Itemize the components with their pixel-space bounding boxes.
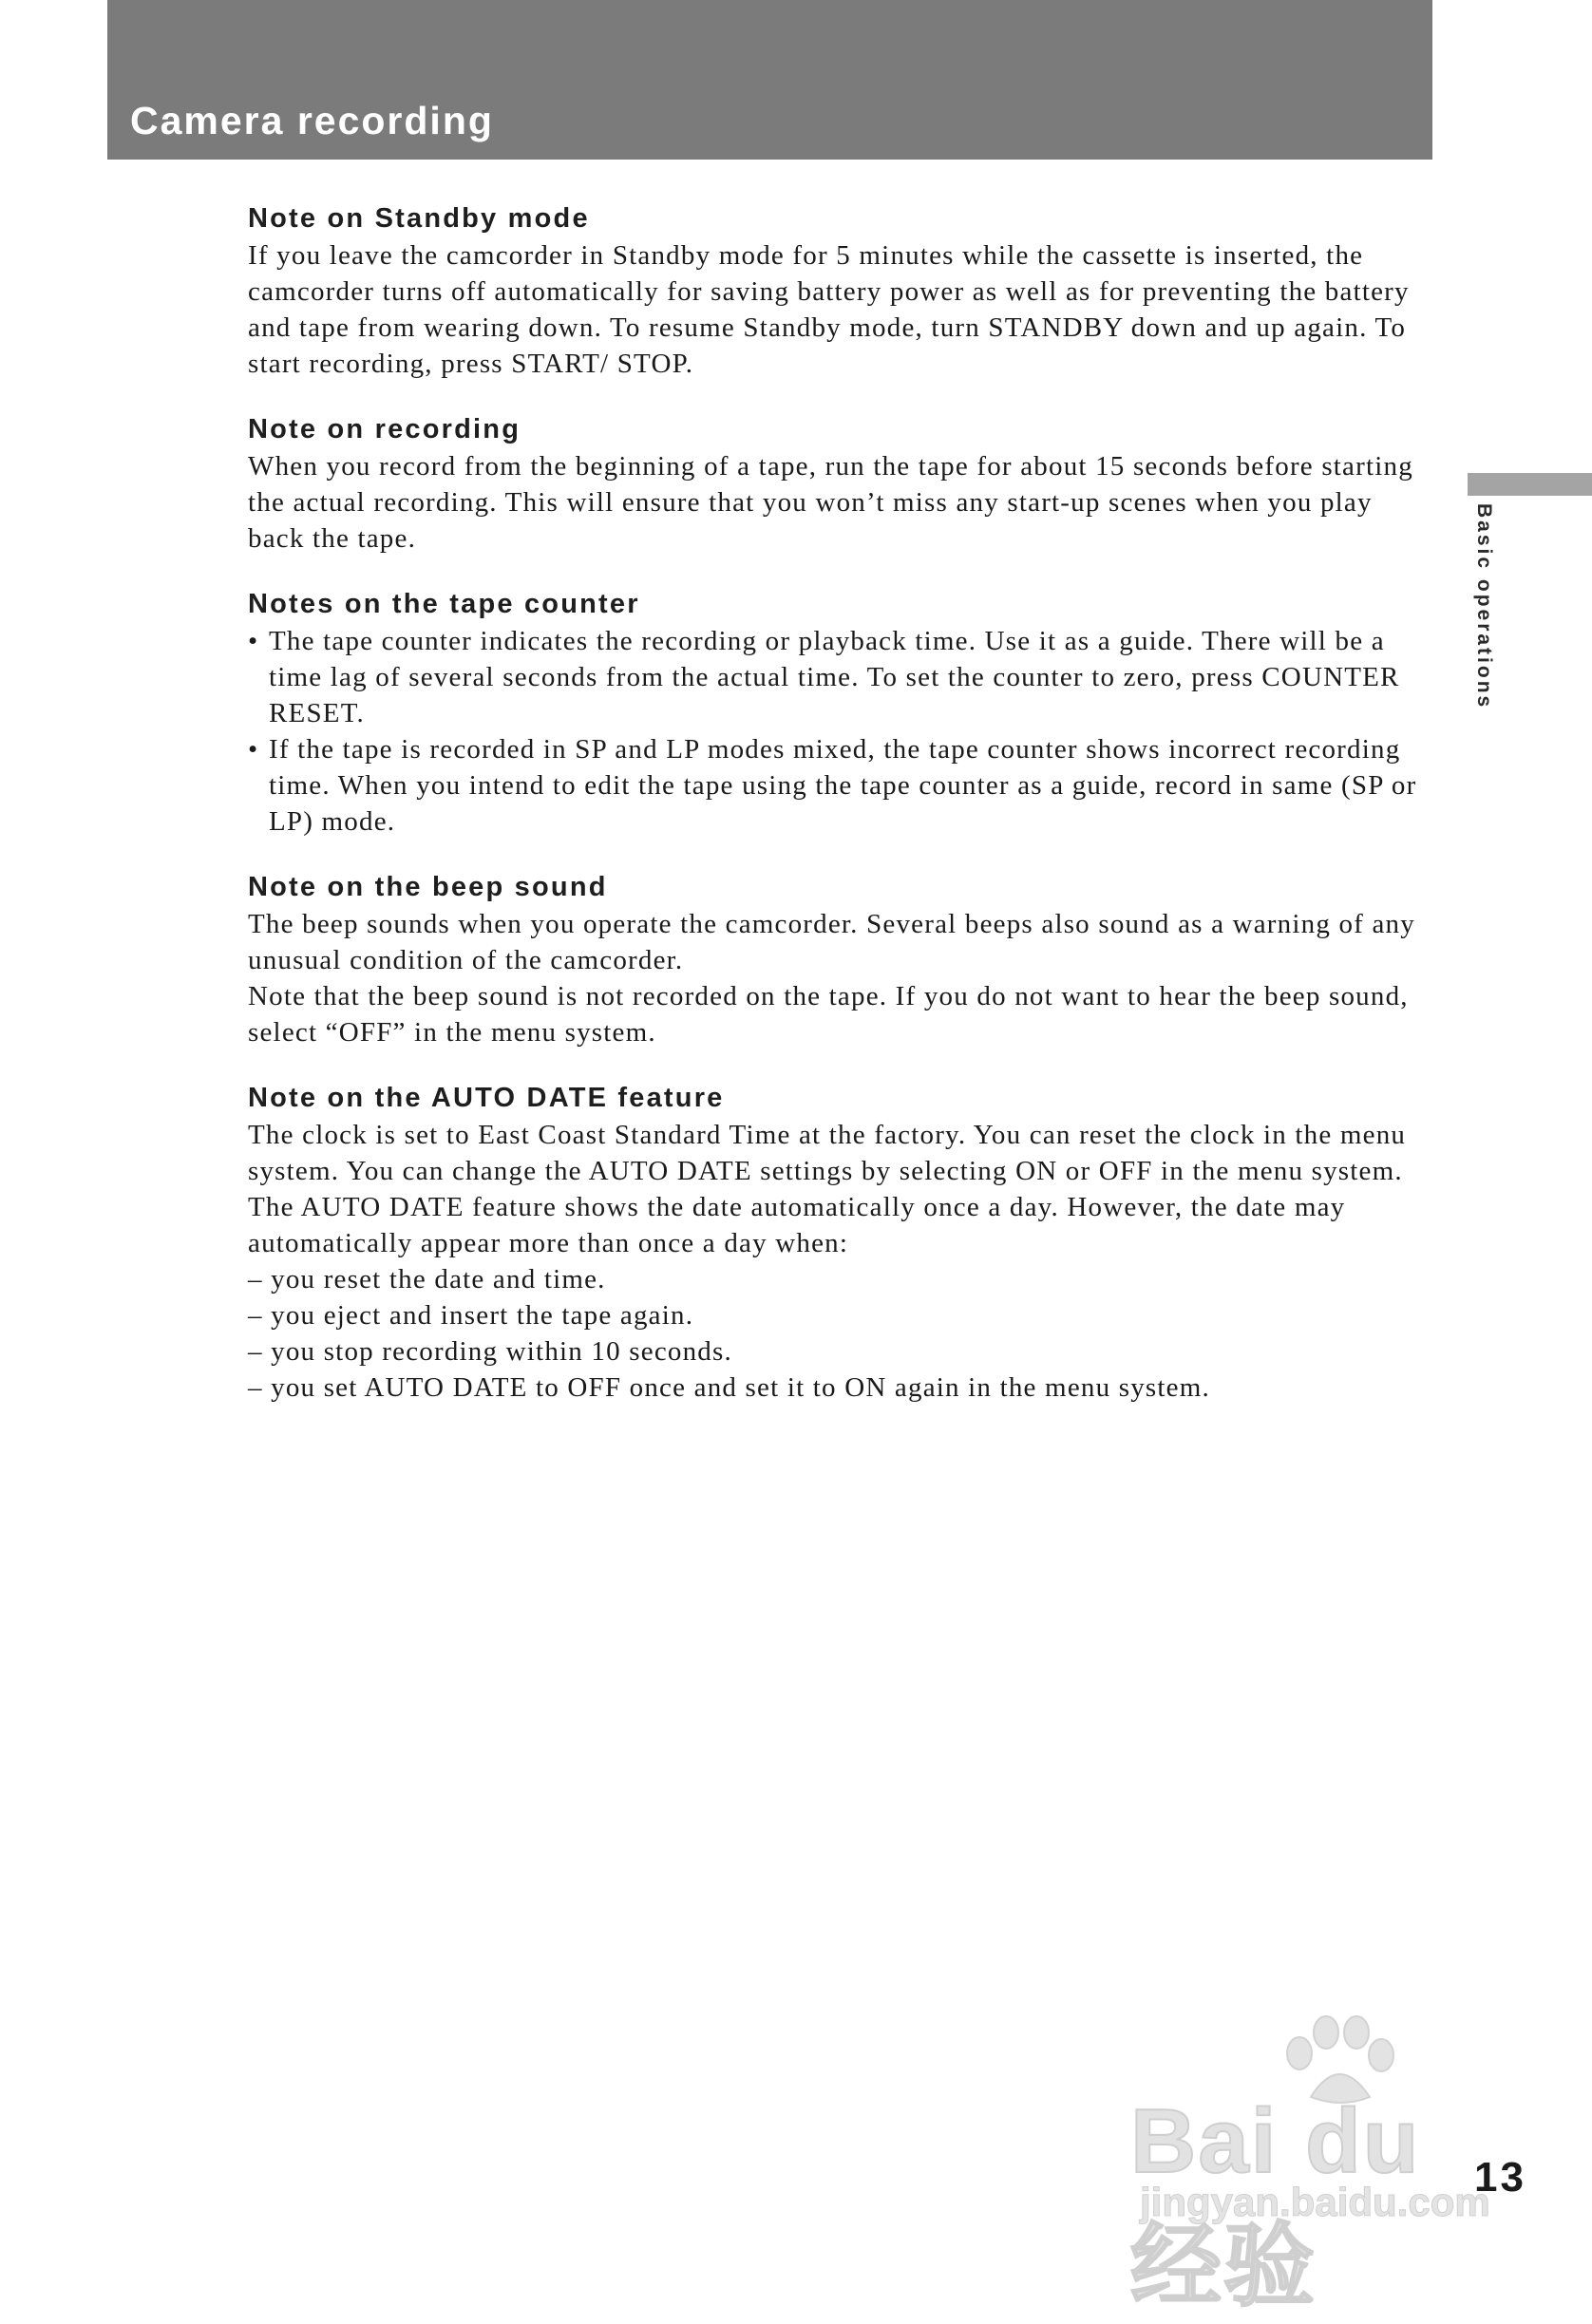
section-paragraph: If you leave the camcorder in Standby mode for 5 minutes while the cassette is inserted, the camcorder turns off automatically for saving battery power as well as for preventing the battery and tape from wearing down. To resume Standby mode, turn STANDBY down and up again. To start recording, press START/ STOP. <box>248 240 1410 379</box>
page-title: Camera recording <box>130 99 494 142</box>
page-number: 13 <box>1474 2154 1526 2201</box>
dash-list <box>248 1261 1435 1406</box>
side-tab-label: Basic operations <box>1473 503 1495 710</box>
bullet-icon: • <box>248 626 259 656</box>
main-content <box>248 199 1435 1434</box>
list-item: – you eject and insert the tape again. <box>248 1300 694 1331</box>
section-heading: Notes on the tape counter <box>248 589 640 619</box>
list-item: – you reset the date and time. <box>248 1264 606 1294</box>
section-standby-mode <box>248 199 1435 382</box>
list-item <box>248 731 1435 840</box>
section-beep-sound <box>248 868 1435 1050</box>
bullet-list <box>248 623 1435 840</box>
section-heading: Note on Standby mode <box>248 203 590 234</box>
section-auto-date <box>248 1079 1435 1406</box>
section-heading: Note on recording <box>248 414 521 444</box>
section-heading: Note on the AUTO DATE feature <box>248 1083 725 1113</box>
watermark <box>1121 2013 1501 2317</box>
side-tab-marker <box>1468 473 1592 496</box>
watermark-url: jingyan.baidu.com <box>1140 2180 1490 2224</box>
section-recording <box>248 410 1435 557</box>
watermark-brand: Bai du 经验 <box>1130 2090 1421 2317</box>
list-item <box>248 623 1435 731</box>
section-paragraph: The beep sounds when you operate the camcorder. Several beeps also sound as a warning of any unusual condition of the camcorder. <box>248 909 1415 975</box>
list-item: – you stop recording within 10 seconds. <box>248 1336 732 1367</box>
bullet-icon: • <box>248 734 259 765</box>
bullet-text: If the tape is recorded in SP and LP modes mixed, the tape counter shows incorrect recording time. When you intend to edit the tape using the tape counter as a guide, record in same (SP or LP) mode. <box>269 734 1417 837</box>
list-item: – you set AUTO DATE to OFF once and set it to ON again in the menu system. <box>248 1372 1210 1403</box>
section-paragraph: The clock is set to East Coast Standard Time at the factory. You can reset the clock in the menu system. You can change the AUTO DATE settings by selecting ON or OFF in the menu system. The AUTO DATE feature shows the date automatically once a day. However, the date may automatically appear more than once a day when: <box>248 1120 1407 1258</box>
bullet-text: The tape counter indicates the recording or playback time. Use it as a guide. There will be a time lag of several seconds from the actual time. To set the counter to zero, press COUNTER RESET. <box>269 626 1400 728</box>
section-tape-counter <box>248 585 1435 840</box>
section-heading: Note on the beep sound <box>248 872 608 902</box>
section-paragraph: Note that the beep sound is not recorded on the tape. If you do not want to hear the beep sound, select “OFF” in the menu system. <box>248 981 1409 1048</box>
header-band <box>107 0 1432 160</box>
section-paragraph: When you record from the beginning of a tape, run the tape for about 15 seconds before starting the actual recording. This will ensure that you won’t miss any start-up scenes when you play back the tape. <box>248 451 1413 554</box>
